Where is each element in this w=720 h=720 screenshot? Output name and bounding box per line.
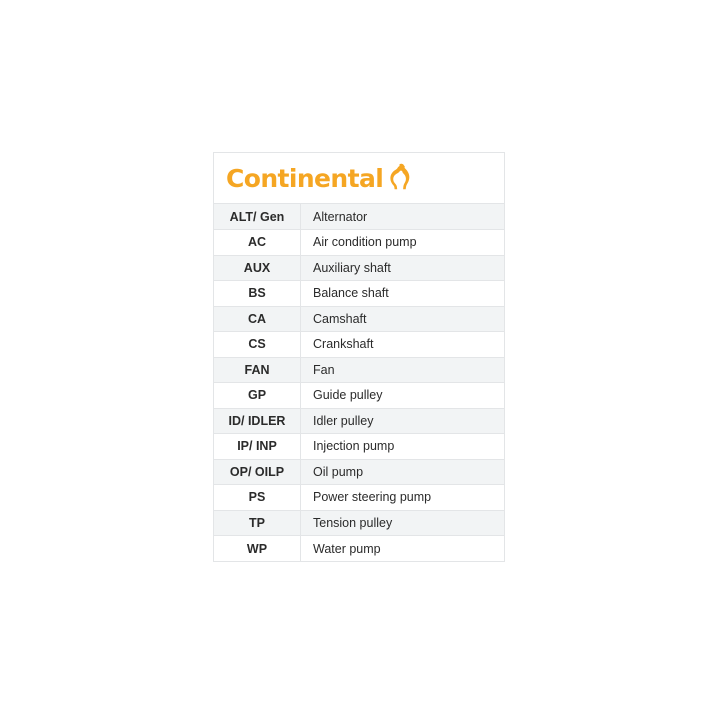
- desc-cell: Guide pulley: [301, 383, 505, 409]
- desc-cell: Auxiliary shaft: [301, 255, 505, 281]
- table-row: [214, 204, 504, 230]
- desc-cell: Oil pump: [301, 459, 505, 485]
- abbr-cell: PS: [214, 485, 301, 511]
- desc-cell: Injection pump: [301, 434, 505, 460]
- abbreviation-legend-card: [213, 152, 505, 562]
- table-row: [214, 459, 504, 485]
- table-row: [214, 357, 504, 383]
- table-row: [214, 383, 504, 409]
- table-row: [214, 332, 504, 358]
- abbr-cell: AUX: [214, 255, 301, 281]
- table-row: [214, 306, 504, 332]
- abbreviation-table: [214, 204, 504, 561]
- abbr-cell: TP: [214, 510, 301, 536]
- abbr-cell: OP/ OILP: [214, 459, 301, 485]
- abbr-cell: WP: [214, 536, 301, 562]
- table-row: [214, 281, 504, 307]
- desc-cell: Fan: [301, 357, 505, 383]
- abbr-cell: GP: [214, 383, 301, 409]
- desc-cell: Balance shaft: [301, 281, 505, 307]
- abbr-cell: ALT/ Gen: [214, 204, 301, 230]
- abbr-cell: FAN: [214, 357, 301, 383]
- desc-cell: Water pump: [301, 536, 505, 562]
- desc-cell: Tension pulley: [301, 510, 505, 536]
- desc-cell: Air condition pump: [301, 230, 505, 256]
- desc-cell: Crankshaft: [301, 332, 505, 358]
- table-row: [214, 230, 504, 256]
- table-row: [214, 510, 504, 536]
- brand-wordmark: Continental: [226, 163, 384, 193]
- table-row: [214, 255, 504, 281]
- desc-cell: Power steering pump: [301, 485, 505, 511]
- abbr-cell: BS: [214, 281, 301, 307]
- desc-cell: Alternator: [301, 204, 505, 230]
- desc-cell: Camshaft: [301, 306, 505, 332]
- desc-cell: Idler pulley: [301, 408, 505, 434]
- abbr-cell: ID/ IDLER: [214, 408, 301, 434]
- continental-horse-icon: [386, 162, 412, 195]
- table-row: [214, 408, 504, 434]
- abbr-cell: CA: [214, 306, 301, 332]
- table-row: [214, 536, 504, 562]
- abbreviation-table-body: [214, 204, 504, 561]
- abbr-cell: IP/ INP: [214, 434, 301, 460]
- table-row: [214, 434, 504, 460]
- table-row: [214, 485, 504, 511]
- brand-header: [214, 153, 504, 204]
- abbr-cell: AC: [214, 230, 301, 256]
- abbr-cell: CS: [214, 332, 301, 358]
